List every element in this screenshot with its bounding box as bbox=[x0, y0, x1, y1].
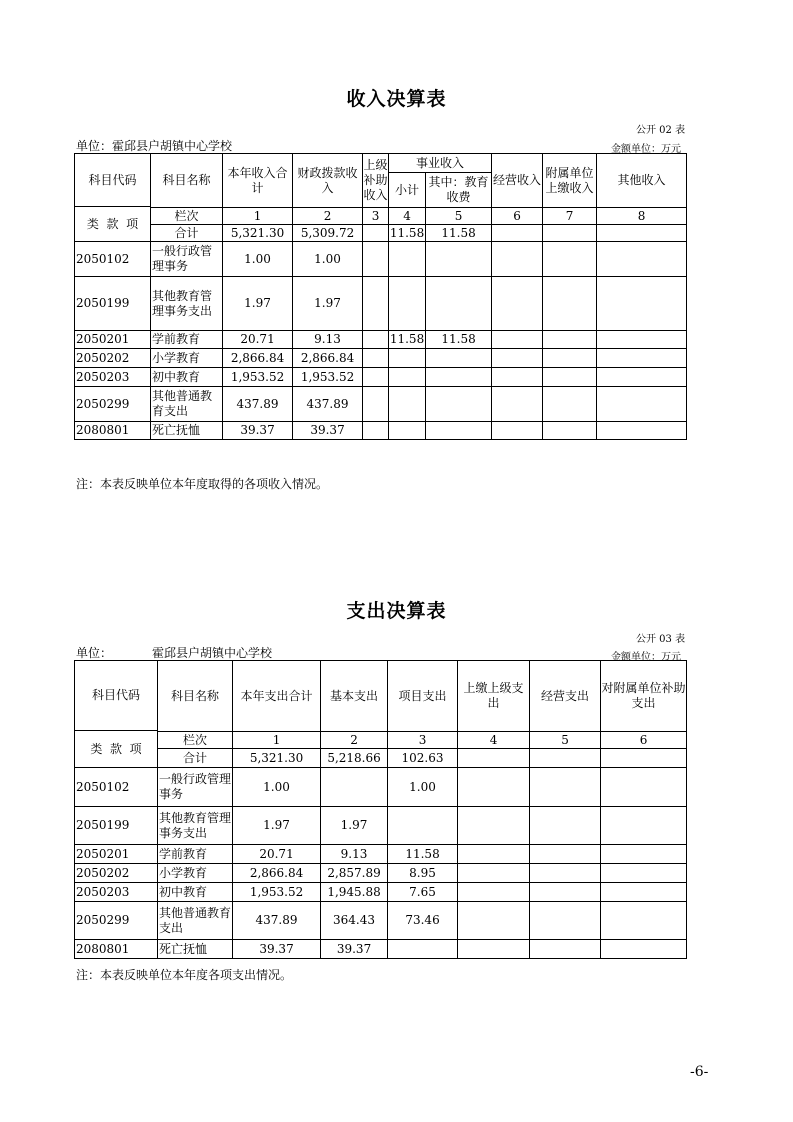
value-cell-col-1: 1,953.52 bbox=[223, 368, 293, 387]
income-colno-3: 3 bbox=[363, 208, 389, 225]
value-cell-col-6 bbox=[601, 768, 687, 807]
value-cell-col-5 bbox=[426, 349, 492, 368]
value-cell-col-7 bbox=[543, 422, 597, 440]
value-cell-col-2: 39.37 bbox=[293, 422, 363, 440]
value-cell-col-7 bbox=[543, 277, 597, 331]
subject-code-cell: 2050299 bbox=[75, 902, 158, 940]
value-cell-col-1: 39.37 bbox=[223, 422, 293, 440]
subject-name-cell: 一般行政管理事务 bbox=[158, 768, 233, 807]
income-colno-8: 8 bbox=[597, 208, 687, 225]
value-cell-col-7 bbox=[543, 387, 597, 422]
expense-table-row bbox=[75, 940, 687, 959]
value-cell-col-5: 11.58 bbox=[426, 331, 492, 349]
expense-colno-row bbox=[75, 732, 687, 749]
value-cell-col-1: 437.89 bbox=[233, 902, 321, 940]
subject-name-cell: 学前教育 bbox=[151, 331, 223, 349]
value-cell-col-6 bbox=[601, 864, 687, 883]
expense-total-6 bbox=[601, 749, 687, 768]
expense-title: 支出决算表 bbox=[346, 600, 447, 622]
value-cell-col-3 bbox=[363, 349, 389, 368]
value-cell-col-1: 437.89 bbox=[223, 387, 293, 422]
expense-hdr-basic: 基本支出 bbox=[321, 661, 388, 732]
value-cell-col-2: 2,866.84 bbox=[293, 349, 363, 368]
value-cell-col-4 bbox=[458, 940, 530, 959]
income-colno-5: 5 bbox=[426, 208, 492, 225]
income-unit-label: 单位： bbox=[76, 139, 113, 153]
subject-code-cell: 2050203 bbox=[75, 368, 151, 387]
value-cell-col-4 bbox=[458, 768, 530, 807]
value-cell-col-6 bbox=[601, 807, 687, 845]
subject-code-cell: 2050201 bbox=[75, 845, 158, 864]
income-colno-6: 6 bbox=[492, 208, 543, 225]
income-total-3 bbox=[363, 225, 389, 242]
expense-colno-6: 6 bbox=[601, 732, 687, 749]
subject-name-cell: 小学教育 bbox=[158, 864, 233, 883]
value-cell-col-3 bbox=[363, 242, 389, 277]
value-cell-col-8 bbox=[597, 349, 687, 368]
income-hdr-subject-name: 科目名称 bbox=[151, 154, 223, 208]
value-cell-col-2 bbox=[321, 768, 388, 807]
value-cell-col-1: 2,866.84 bbox=[223, 349, 293, 368]
expense-hdr-subject-name: 科目名称 bbox=[158, 661, 233, 732]
value-cell-col-4 bbox=[389, 387, 426, 422]
expense-colno-3: 3 bbox=[388, 732, 458, 749]
value-cell-col-4 bbox=[458, 864, 530, 883]
income-total-2: 5,309.72 bbox=[293, 225, 363, 242]
income-total-7 bbox=[543, 225, 597, 242]
value-cell-col-1: 1.97 bbox=[223, 277, 293, 331]
value-cell-col-8 bbox=[597, 368, 687, 387]
subject-name-cell: 其他普通教育支出 bbox=[151, 387, 223, 422]
subject-name-cell: 死亡抚恤 bbox=[151, 422, 223, 440]
income-hdr-lei: 类 bbox=[86, 216, 99, 231]
subject-name-cell: 其他普通教育支出 bbox=[158, 902, 233, 940]
value-cell-col-2: 1,945.88 bbox=[321, 883, 388, 902]
value-cell-col-7 bbox=[543, 349, 597, 368]
subject-code-cell: 2050202 bbox=[75, 864, 158, 883]
income-unit bbox=[76, 137, 232, 154]
income-total-8 bbox=[597, 225, 687, 242]
value-cell-col-6 bbox=[492, 387, 543, 422]
value-cell-col-5 bbox=[530, 883, 601, 902]
value-cell-col-6 bbox=[492, 349, 543, 368]
income-header-row-1 bbox=[75, 154, 687, 173]
subject-name-cell: 其他教育管理事务支出 bbox=[158, 807, 233, 845]
value-cell-col-5 bbox=[530, 845, 601, 864]
income-total-label: 合计 bbox=[151, 225, 223, 242]
value-cell-col-1: 1,953.52 bbox=[233, 883, 321, 902]
expense-total-label: 合计 bbox=[158, 749, 233, 768]
subject-name-cell: 学前教育 bbox=[158, 845, 233, 864]
income-total-6 bbox=[492, 225, 543, 242]
income-hdr-other: 其他收入 bbox=[597, 154, 687, 208]
value-cell-col-1: 2,866.84 bbox=[233, 864, 321, 883]
subject-name-cell: 初中教育 bbox=[158, 883, 233, 902]
subject-code-cell: 2050203 bbox=[75, 883, 158, 902]
value-cell-col-1: 1.97 bbox=[233, 807, 321, 845]
value-cell-col-4 bbox=[458, 902, 530, 940]
income-hdr-business: 事业收入 bbox=[389, 154, 492, 173]
value-cell-col-1: 20.71 bbox=[233, 845, 321, 864]
income-table-row bbox=[75, 331, 687, 349]
income-colno-row bbox=[75, 208, 687, 225]
value-cell-col-8 bbox=[597, 242, 687, 277]
value-cell-col-8 bbox=[597, 331, 687, 349]
income-table-row bbox=[75, 349, 687, 368]
value-cell-col-4 bbox=[458, 807, 530, 845]
expense-hdr-operating: 经营支出 bbox=[530, 661, 601, 732]
value-cell-col-3 bbox=[363, 368, 389, 387]
value-cell-col-5 bbox=[530, 768, 601, 807]
value-cell-col-4 bbox=[458, 883, 530, 902]
income-hdr-lei-kuan-xiang bbox=[75, 207, 151, 242]
expense-note: 注：本表反映单位本年度各项支出情况。 bbox=[76, 968, 293, 982]
income-amount-unit: 金额单位：万元 bbox=[611, 144, 681, 155]
expense-hdr-subsidy: 对附属单位补助支出 bbox=[601, 661, 687, 732]
expense-colno-1: 1 bbox=[233, 732, 321, 749]
value-cell-col-6 bbox=[492, 331, 543, 349]
subject-name-cell: 死亡抚恤 bbox=[158, 940, 233, 959]
income-hdr-kuan: 款 bbox=[106, 216, 119, 231]
subject-code-cell: 2050199 bbox=[75, 807, 158, 845]
expense-table-row bbox=[75, 902, 687, 940]
expense-hdr-lei-kuan-xiang bbox=[75, 731, 158, 768]
value-cell-col-3: 73.46 bbox=[388, 902, 458, 940]
expense-hdr-project: 项目支出 bbox=[388, 661, 458, 732]
value-cell-col-5 bbox=[426, 277, 492, 331]
value-cell-col-3 bbox=[388, 807, 458, 845]
value-cell-col-2: 1.97 bbox=[321, 807, 388, 845]
income-total-1: 5,321.30 bbox=[223, 225, 293, 242]
value-cell-col-6 bbox=[601, 940, 687, 959]
subject-name-cell: 其他教育管理事务支出 bbox=[151, 277, 223, 331]
expense-total-5 bbox=[530, 749, 601, 768]
income-title: 收入决算表 bbox=[346, 88, 447, 110]
value-cell-col-8 bbox=[597, 422, 687, 440]
value-cell-col-2: 39.37 bbox=[321, 940, 388, 959]
income-hdr-xiang: 项 bbox=[126, 216, 139, 231]
value-cell-col-1: 39.37 bbox=[233, 940, 321, 959]
subject-code-cell: 2050202 bbox=[75, 349, 151, 368]
expense-table-code: 公开 03 表 bbox=[636, 634, 686, 645]
value-cell-col-3: 8.95 bbox=[388, 864, 458, 883]
value-cell-col-5 bbox=[426, 368, 492, 387]
income-colno-4: 4 bbox=[389, 208, 426, 225]
expense-unit-name: 霍邱县户胡镇中心学校 bbox=[152, 646, 273, 660]
value-cell-col-5 bbox=[530, 940, 601, 959]
value-cell-col-5 bbox=[530, 902, 601, 940]
value-cell-col-7 bbox=[543, 331, 597, 349]
expense-column-no-label: 栏次 bbox=[158, 732, 233, 749]
subject-code-cell: 2050201 bbox=[75, 331, 151, 349]
value-cell-col-6 bbox=[492, 242, 543, 277]
value-cell-col-4: 11.58 bbox=[389, 331, 426, 349]
value-cell-col-2: 9.13 bbox=[293, 331, 363, 349]
value-cell-col-6 bbox=[601, 883, 687, 902]
value-cell-col-3: 7.65 bbox=[388, 883, 458, 902]
income-column-no-label: 栏次 bbox=[151, 208, 223, 225]
value-cell-col-6 bbox=[601, 902, 687, 940]
income-unit-name: 霍邱县户胡镇中心学校 bbox=[112, 139, 233, 153]
expense-unit-label: 单位： bbox=[76, 646, 113, 660]
value-cell-col-5 bbox=[426, 387, 492, 422]
value-cell-col-3 bbox=[388, 940, 458, 959]
page-number: -6- bbox=[690, 1064, 709, 1080]
subject-code-cell: 2050199 bbox=[75, 277, 151, 331]
value-cell-col-4 bbox=[389, 242, 426, 277]
expense-header-row-1 bbox=[75, 661, 687, 731]
value-cell-col-2: 1.97 bbox=[293, 277, 363, 331]
value-cell-col-3: 1.00 bbox=[388, 768, 458, 807]
value-cell-col-6 bbox=[492, 277, 543, 331]
subject-name-cell: 一般行政管理事务 bbox=[151, 242, 223, 277]
expense-table-row bbox=[75, 883, 687, 902]
income-total-4: 11.58 bbox=[389, 225, 425, 240]
expense-hdr-lei: 类 bbox=[90, 741, 103, 756]
subject-name-cell: 小学教育 bbox=[151, 349, 223, 368]
income-hdr-operating: 经营收入 bbox=[492, 154, 543, 208]
income-colno-2: 2 bbox=[293, 208, 363, 225]
expense-total-4 bbox=[458, 749, 530, 768]
expense-colno-5: 5 bbox=[530, 732, 601, 749]
value-cell-col-1: 20.71 bbox=[223, 331, 293, 349]
value-cell-col-7 bbox=[543, 368, 597, 387]
value-cell-col-2: 437.89 bbox=[293, 387, 363, 422]
value-cell-col-3 bbox=[363, 277, 389, 331]
subject-name-cell: 初中教育 bbox=[151, 368, 223, 387]
value-cell-col-8 bbox=[597, 277, 687, 331]
subject-code-cell: 2080801 bbox=[75, 422, 151, 440]
income-table-row bbox=[75, 387, 687, 422]
expense-table-row bbox=[75, 845, 687, 864]
value-cell-col-1: 1.00 bbox=[223, 242, 293, 277]
income-table-row bbox=[75, 422, 687, 440]
income-table-code: 公开 02 表 bbox=[636, 125, 686, 136]
expense-colno-4: 4 bbox=[458, 732, 530, 749]
income-table bbox=[74, 153, 687, 440]
subject-code-cell: 2050299 bbox=[75, 387, 151, 422]
value-cell-col-4 bbox=[389, 368, 426, 387]
expense-hdr-total: 本年支出合计 bbox=[233, 661, 321, 732]
income-hdr-superior: 上级补助收入 bbox=[363, 154, 389, 208]
income-hdr-fiscal: 财政拨款收入 bbox=[293, 154, 363, 208]
expense-colno-2: 2 bbox=[321, 732, 388, 749]
value-cell-col-3 bbox=[363, 422, 389, 440]
income-hdr-edu-fee: 其中：教育收费 bbox=[426, 173, 492, 208]
income-table-row bbox=[75, 368, 687, 387]
expense-hdr-kuan: 款 bbox=[110, 741, 123, 756]
expense-amount-unit: 金额单位：万元 bbox=[611, 652, 681, 663]
expense-hdr-remit: 上缴上级支出 bbox=[458, 661, 530, 732]
expense-table bbox=[74, 660, 687, 959]
income-colno-7: 7 bbox=[543, 208, 597, 225]
income-note: 注：本表反映单位本年度取得的各项收入情况。 bbox=[76, 477, 329, 491]
value-cell-col-4 bbox=[389, 349, 426, 368]
subject-code-cell: 2080801 bbox=[75, 940, 158, 959]
income-hdr-affiliated: 附属单位上缴收入 bbox=[543, 154, 597, 208]
value-cell-col-7 bbox=[543, 242, 597, 277]
expense-unit bbox=[76, 644, 272, 661]
value-cell-col-2: 9.13 bbox=[321, 845, 388, 864]
value-cell-col-2: 1.00 bbox=[293, 242, 363, 277]
value-cell-col-8 bbox=[597, 387, 687, 422]
income-table-row bbox=[75, 277, 687, 331]
value-cell-col-5 bbox=[426, 422, 492, 440]
value-cell-col-2: 2,857.89 bbox=[321, 864, 388, 883]
expense-table-row bbox=[75, 807, 687, 845]
value-cell-col-3 bbox=[363, 387, 389, 422]
income-table-row bbox=[75, 242, 687, 277]
value-cell-col-5 bbox=[530, 864, 601, 883]
value-cell-col-3 bbox=[363, 331, 389, 349]
expense-total-1: 5,321.30 bbox=[233, 749, 321, 768]
value-cell-col-4 bbox=[458, 845, 530, 864]
value-cell-col-5 bbox=[426, 242, 492, 277]
value-cell-col-6 bbox=[492, 422, 543, 440]
income-colno-1: 1 bbox=[223, 208, 293, 225]
expense-table-row bbox=[75, 768, 687, 807]
expense-total-2: 5,218.66 bbox=[321, 749, 388, 768]
value-cell-col-6 bbox=[492, 368, 543, 387]
expense-table-row bbox=[75, 864, 687, 883]
expense-hdr-subject-code: 科目代码 bbox=[75, 661, 158, 731]
value-cell-col-4 bbox=[389, 277, 426, 331]
value-cell-col-3: 11.58 bbox=[388, 845, 458, 864]
value-cell-col-6 bbox=[601, 845, 687, 864]
value-cell-col-5 bbox=[530, 807, 601, 845]
expense-hdr-xiang: 项 bbox=[129, 741, 142, 756]
income-total-5: 11.58 bbox=[426, 225, 492, 242]
value-cell-col-1: 1.00 bbox=[233, 768, 321, 807]
income-hdr-total: 本年收入合计 bbox=[223, 154, 293, 208]
subject-code-cell: 2050102 bbox=[75, 242, 151, 277]
subject-code-cell: 2050102 bbox=[75, 768, 158, 807]
value-cell-col-4 bbox=[389, 422, 426, 440]
expense-total-row bbox=[75, 749, 687, 768]
income-hdr-subject-code: 科目代码 bbox=[75, 154, 151, 207]
income-hdr-subtotal: 小计 bbox=[389, 173, 426, 208]
value-cell-col-2: 1,953.52 bbox=[293, 368, 363, 387]
income-total-row bbox=[75, 225, 687, 242]
value-cell-col-2: 364.43 bbox=[321, 902, 388, 940]
expense-total-3: 102.63 bbox=[388, 749, 458, 768]
